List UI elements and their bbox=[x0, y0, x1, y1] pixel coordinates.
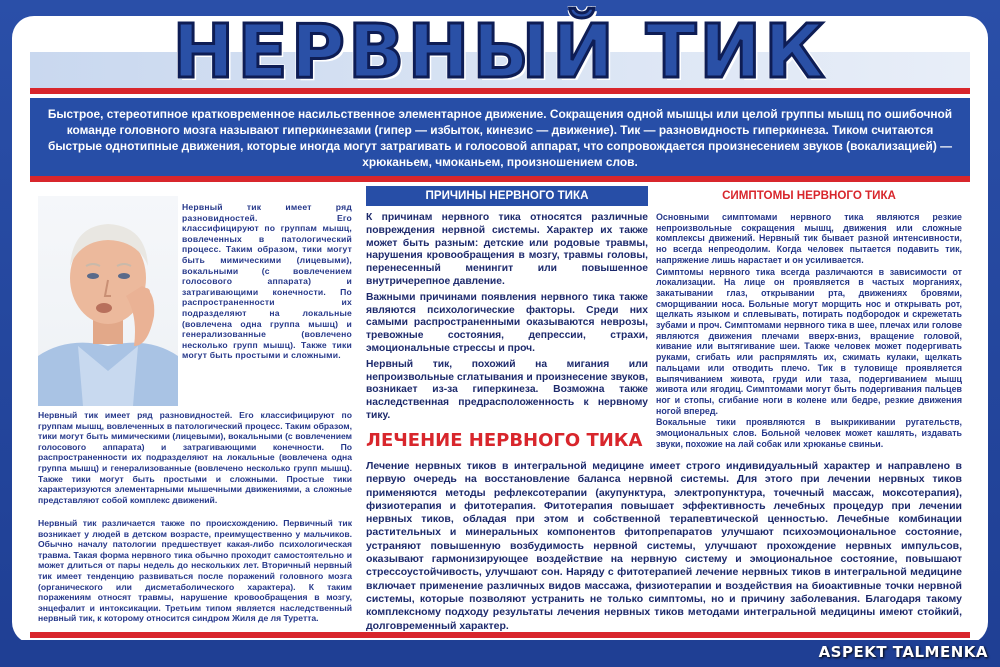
treatment-text: Лечение нервных тиков в интегральной медицине имеет строго индивидуальный характер и направлено в первую очередь на восстановление баланса нервной системы. Для этого при лечении нервных тиков применяются методы рефлексотерапии (акупунктура, электропунктура, точечный массаж, моксотерапия), физиотерапия и фитотерапия. Фитотерапия повышает эффективность лечебных процедур при лечении нервных тиков, обладая при этом и собственной терапевтической ценностью. Лечебные комбинации растительных и минеральных компонентов фитопрепаратов улучшают психоэмоциональное состояние, устраняют повышенную возбудимость нервной системы, улучшают прохождение нервных импульсов, оказывают гармонизирующее воздействие на нервную систему и эмоциональное состояние, повышают стрессоустойчивость, улучшают сон. Наряду с фитотерапией лечение нервных тиков в интегральной медицине включает применение различных видов массажа, физиотерапии и воздействия на биоактивные точки нервной системы, которые позволяют устранить не только симптомы, но и причину заболевания. Благодаря такому комплексному подходу результаты лечения нервных тиков методами интегральной медицины имеют стойкий, долговременный характер. bbox=[366, 460, 962, 632]
causes-text bbox=[366, 212, 648, 426]
causes-paragraph: Нервный тик, похожий на мигания или непроизвольные сглатывания и произнесение звуков, возникает из-за гиперкинеза. Возможна также наследственная предрасположенность к нервному тику. bbox=[366, 358, 648, 421]
causes-paragraph: Важными причинами появления нервного тика также являются психологические факторы. Среди них самыми распространенными оказываются неврозы, тревожные состояния, депрессии, страхи, эмоциональные стрессы и проч. bbox=[366, 291, 648, 354]
causes-paragraph: К причинам нервного тика относятся различные повреждения нервной системы. Характер их также может быть разным: детские или родовые травмы, нарушения кровообращения в мозгу, травмы головы, перенесенный менингит или повышенное внутричерепное давление. bbox=[366, 212, 648, 287]
intro-text: Быстрое, стереотипное кратковременное насильственное элементарное движение. Сокращения одной мышцы или целой группы мышц по ошибочной команде головного мозга называют гиперкинезами (гипер — избыток, кинезис — движение). Тик — разновидность гиперкинеза. Тиком считаются быстрые однотипные движения, которые иногда могут затрагивать и голосовой аппарат, что сопровождается произнесением звуков (вокализацией) — хрюканьем, чмоканьем, произношением слов. bbox=[47, 107, 953, 169]
causes-heading: ПРИЧИНЫ НЕРВНОГО ТИКА bbox=[366, 186, 648, 206]
symptoms-text bbox=[656, 212, 962, 450]
footer-red-line bbox=[30, 632, 970, 638]
poster-title: НЕРВНЫЙ ТИК bbox=[172, 9, 828, 95]
varieties-text: Нервный тик имеет ряд разновидностей. Его классифицируют по группам мышц, вовлеченных в патологический процесс. Таким образом, тики могут быть мимическими (лицевыми), вокальными (с вовлечением голосового аппарата) и затрагивающими конечности. По распространенности их подразделяют на локальные (вовлечена одна группа мышц) и генерализованные (вовлечено несколько групп мышц). Также тики могут быть простыми и сложными. bbox=[182, 202, 352, 361]
symptoms-paragraph: Основными симптомами нервного тика являются резкие непроизвольные сокращения мышц, движения или сложные комплексы движений. Нервный тик бывает разной интенсивности, но всегда непреодолим. Когда человек пытается подавить тик, напряжение лишь нарастает и он усиливается. bbox=[656, 212, 962, 265]
treatment-heading: ЛЕЧЕНИЕ НЕРВНОГО ТИКА bbox=[366, 430, 643, 451]
intro-box bbox=[30, 98, 970, 182]
symptoms-heading: СИМПТОМЫ НЕРВНОГО ТИКА bbox=[722, 189, 896, 202]
watermark: ASPEKT TALMENKA bbox=[818, 643, 988, 661]
origin-text: Нервный тик различается также по происхождению. Первичный тик возникает у людей в детском возрасте, преимущественно у мальчиков. Обычно началу патологии предшествует какая-либо психологическая травма. Такая форма нервного тика обычно проходит самостоятельно и может длиться от пары недель до нескольких лет. Вторичный нервный тик имеет тенденцию развиваться после поражений головного мозга (органического или дисметаболического характера). К таким поражениям относят травмы, нарушение кровообращения в мозгу, энцефалит и интоксикации. Третьим типом является наследственный нервный тик, к которому относится синдром Жиля де ля Туретта. bbox=[38, 518, 352, 624]
man-thinking-illustration bbox=[38, 196, 178, 406]
man-photo bbox=[38, 196, 178, 406]
varieties-text-wide: Нервный тик имеет ряд разновидностей. Его классифицируют по группам мышц, вовлеченных в патологический процесс. Таким образом, тики могут быть мимическими (лицевыми), вокальными (с вовлечением голосового аппарата) и затрагивающими конечности. По распространенности их подразделяют на локальные (вовлечена одна группа мышц) и генерализованные (вовлечено несколько групп мышц). Также тики могут быть простыми и сложными. Простые тики характеризуются элементарными мышечными движениями, а сложные представляют собой комплекс движений. bbox=[38, 410, 352, 505]
symptoms-paragraph: Симптомы нервного тика всегда различаются в зависимости от локализации. На лице он проявляется в частых морганиях, закатывании глаз, открывании рта, движениях бровями, сморщивании носа. Больные могут морщить нос и открывать рот, щелкать языком и сплевывать, потирать подбородок и скрежетать зубами и проч. Симптомами нервного тика в шее, плечах или голове являются движения плечами вверх-вниз, вращение головой, кивание или вытягивание шеи. Также человек может подергивать руками, сгибать или распрямлять их, сжимать кулаки, щелкать пальцами или отводить плечо. Тик в туловище проявляется выпячиванием живота, груди или таза, подергиванием мышц живота или ягодиц. Симптомами могут быть подергивания пальцев ног и стопы, сгибание ноги в колене или бедре, резкие движения ногой вперед. bbox=[656, 266, 962, 416]
symptoms-paragraph: Вокальные тики проявляются в выкрикивании ругательств, эмоциональных слов. Больной человек может кашлять, издавать звуки, похожие на лай собак или хрюканье свиньи. bbox=[656, 417, 962, 449]
